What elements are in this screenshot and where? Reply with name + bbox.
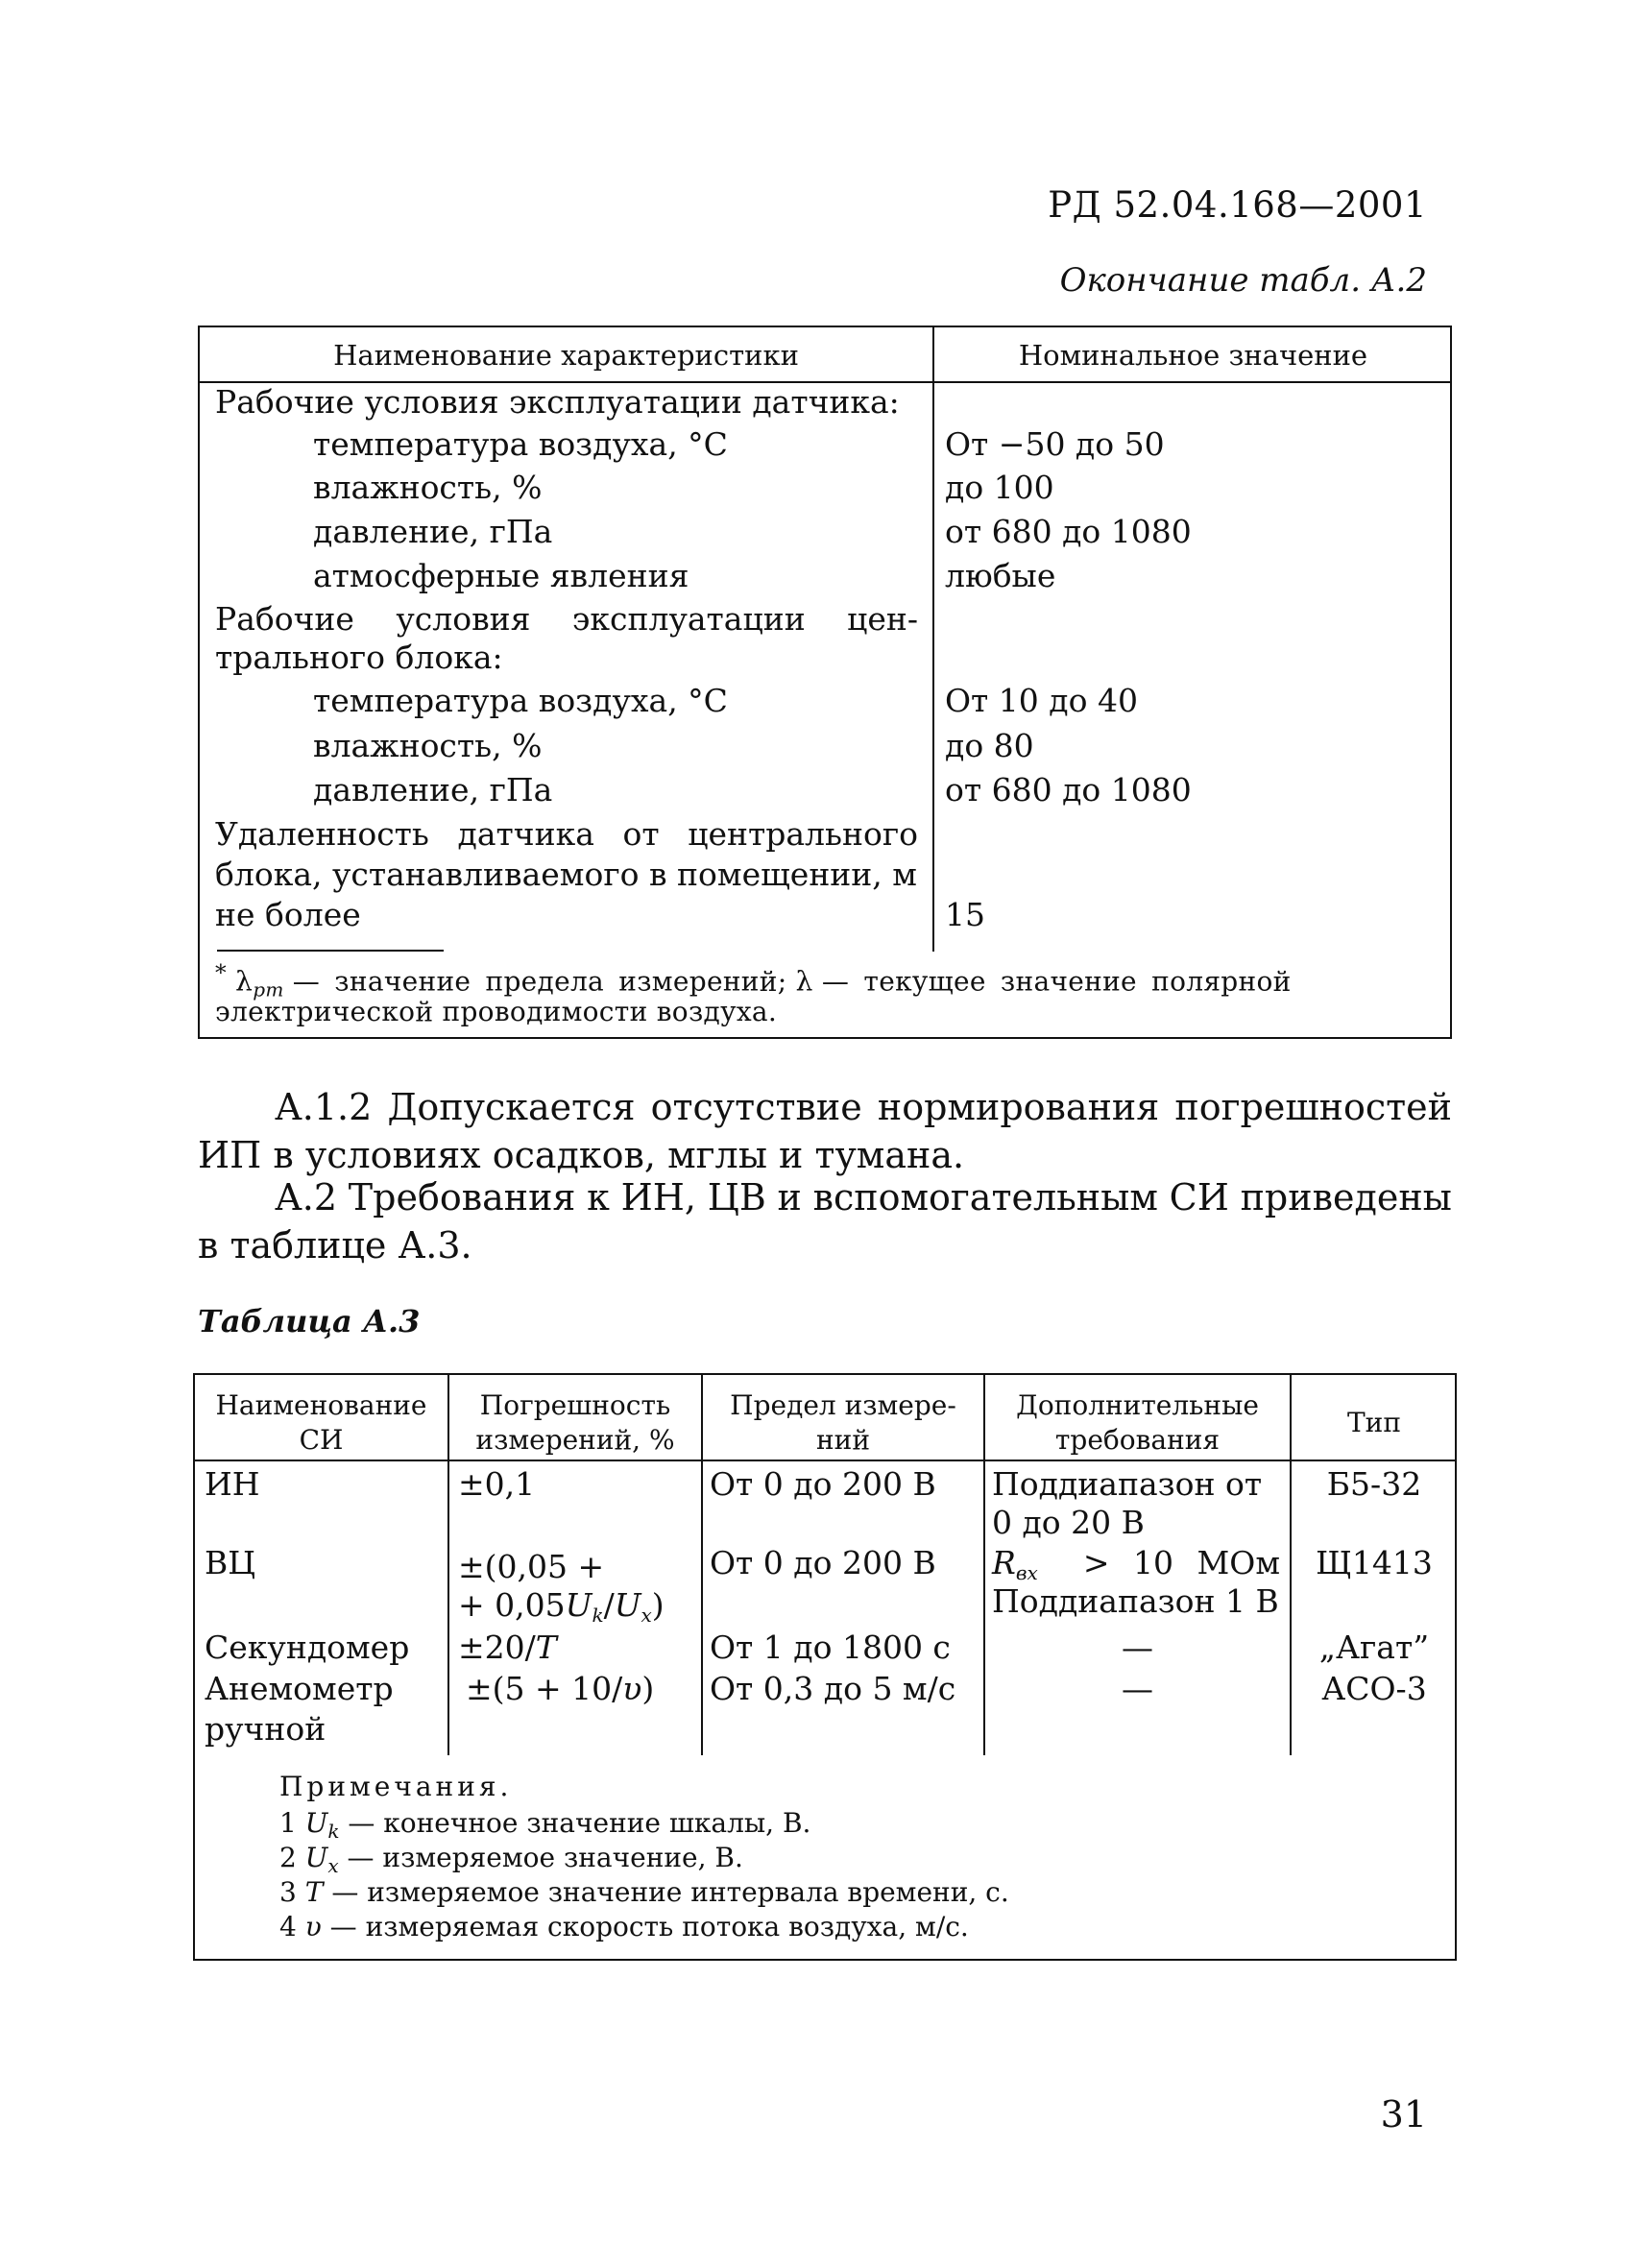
variable-t: T [535,1629,557,1666]
cell-text: > 10 МОм [1082,1544,1280,1581]
note-text: — конечное значение шкалы, В. [348,1807,811,1839]
cell-limit: От 0 до 200 В [710,1465,936,1503]
col-header-limit [703,1388,983,1458]
header-line: Дополнительные [1016,1389,1259,1421]
header-line: измерений, % [475,1424,675,1456]
paragraph-a-2 [198,1173,1452,1269]
col-header-type [1292,1406,1457,1440]
word: Рабочие [215,600,354,638]
subscript: k [592,1604,604,1627]
word: Требования [348,1176,576,1218]
word: к [587,1176,610,1218]
subscript: pm [253,977,284,1001]
table-a2 [198,326,1452,1039]
header-divider [195,1460,1455,1461]
header-line: Погрешность [479,1389,671,1421]
row-label: температура воздуха, °С [313,425,728,463]
table-a3-caption: Таблица А.3 [198,1303,421,1339]
row-value: до 80 [945,727,1034,764]
row-label-justified [215,600,918,638]
word: ЦВ [707,1176,766,1218]
row-label: блока, устанавливаемого в помещении, м [215,856,917,893]
col-header-characteristic: Наименование характеристики [333,339,799,372]
row-label: давление, гПа [313,513,553,550]
cell-extra: — [1122,1629,1153,1666]
column-divider [932,327,934,952]
word: условия [396,600,531,638]
cell-limit: От 0 до 200 В [710,1544,936,1581]
note-variable: υ [304,1911,322,1942]
note-item [279,1807,810,1843]
header-line: ний [816,1424,870,1456]
footnote-mark: * [215,959,227,986]
word: вспомогательным [812,1176,1158,1218]
cell-name: Секундомер [205,1629,410,1666]
cell-error: ±0,1 [458,1465,536,1503]
cell-extra: 0 до 20 В [992,1504,1145,1541]
cell-extra: — [1122,1670,1153,1707]
cell-extra [992,1465,1280,1504]
note-text: — измеряемое значение интервала времени, с. [331,1876,1009,1908]
variable-u: U [614,1586,641,1624]
variable-v: υ [622,1670,642,1707]
header-line: СИ [299,1424,344,1456]
lambda-symbol: λ [235,965,254,998]
header-line: Тип [1347,1407,1401,1438]
word: центрального [688,815,918,853]
text-line [198,1083,1452,1131]
formula-part: ±20/ [458,1629,536,1666]
footnote-text: — значение предела измерений; [292,965,787,998]
word: А.2 [275,1176,338,1218]
row-value: любые [945,557,1056,594]
row-label: давление, гПа [313,771,553,808]
row-value: 15 [945,896,985,933]
text-line: ИП в условиях осадков, мглы и тумана. [198,1134,965,1176]
cell-name: Анемометр [205,1670,394,1707]
note-number: 3 [279,1876,297,1908]
word: Удаленность [215,815,429,853]
row-label-justified [215,815,918,853]
subscript: вх [1015,1561,1038,1584]
cell-error-formula [458,1586,665,1634]
cell-error: ±(0,05 + [458,1548,605,1585]
text-line: в таблице А.3. [198,1224,472,1267]
row-label: атмосферные явления [313,557,689,594]
page-number: 31 [1380,2093,1427,2135]
footnote-text: — текущее значение полярной [821,965,1292,998]
subscript: k [327,1820,340,1843]
col-header-nominal: Номинальное значение [1018,339,1368,372]
cell-error [458,1629,557,1667]
word: и [777,1176,802,1218]
cell-text: Поддиапазон от [992,1465,1263,1503]
col-header-name [195,1388,447,1458]
formula-part: + 0,05 [458,1586,566,1624]
cell-name: ручной [205,1710,326,1748]
note-variable: T [304,1876,324,1908]
row-value: От 10 до 40 [945,682,1138,719]
header-line: Предел измере- [730,1389,956,1421]
note-number: 4 [279,1911,297,1942]
cell-type: Щ1413 [1316,1544,1433,1581]
footnote-line-1 [215,959,1292,1001]
note-number: 1 [279,1807,297,1839]
row-label: температура воздуха, °С [313,682,728,719]
note-item [279,1842,743,1877]
word: А.1.2 [275,1086,373,1128]
row-value: От −50 до 50 [945,425,1165,463]
note-item [279,1876,1009,1908]
lambda-symbol: λ [795,965,813,998]
note-text: — измеряемая скорость потока воздуха, м/с. [329,1911,969,1942]
col-header-error [449,1388,701,1458]
formula-part: ) [641,1670,655,1707]
cell-name: ВЦ [205,1544,256,1581]
paragraph-a-1-2 [198,1083,1452,1179]
cell-limit: От 1 до 1800 с [710,1629,951,1666]
row-label: влажность, % [313,469,543,506]
document-code: РД 52.04.168—2001 [1048,184,1427,226]
word: ИН, [620,1176,696,1218]
row-value: до 100 [945,469,1054,506]
footnote-line-2: электрической проводимости воздуха. [215,996,778,1027]
word: погрешностей [1174,1086,1452,1128]
word: приведены [1240,1176,1452,1218]
word: датчика [457,815,594,853]
formula-part: / [603,1586,615,1624]
word: от [622,815,660,853]
row-label: Рабочие условия эксплуатации датчика: [215,383,900,421]
formula-part: ) [651,1586,665,1624]
note-item [279,1911,969,1942]
subscript: x [327,1854,339,1877]
cell-type: Б5-32 [1326,1465,1422,1503]
cell-type: „Агат” [1318,1629,1430,1666]
row-value: от 680 до 1080 [945,513,1192,550]
table-continuation-label: Окончание табл. А.2 [1059,261,1427,300]
word: эксплуатации [571,600,806,638]
note-variable: U [304,1842,328,1873]
text-line [198,1173,1452,1221]
cell-type: АСО-3 [1321,1670,1427,1707]
col-header-extra [985,1388,1290,1458]
cell-error [466,1670,654,1708]
formula-part: ±(5 + 10/ [466,1670,623,1707]
note-text: — измеряемое значение, В. [347,1842,743,1873]
note-variable: U [304,1807,328,1839]
variable-r: R [992,1544,1016,1581]
footnote-rule [217,950,444,952]
table-a3 [193,1373,1457,1961]
cell-extra: Поддиапазон 1 В [992,1582,1279,1620]
word: цен- [847,600,918,638]
row-value: от 680 до 1080 [945,771,1192,808]
word: Допускается [387,1086,636,1128]
cell-limit: От 0,3 до 5 м/с [710,1670,956,1707]
word: нормирования [877,1086,1160,1128]
row-label: влажность, % [313,727,543,764]
variable-u: U [565,1586,592,1624]
header-line: Наименование [215,1389,427,1421]
row-label: трального блока: [215,639,503,676]
note-number: 2 [279,1842,297,1873]
word: отсутствие [650,1086,862,1128]
word: СИ [1169,1176,1229,1218]
subscript: x [641,1604,652,1627]
header-line: требования [1054,1424,1221,1456]
cell-name: ИН [205,1465,260,1503]
row-label: не более [215,896,361,933]
notes-title: Примечания. [279,1771,513,1802]
